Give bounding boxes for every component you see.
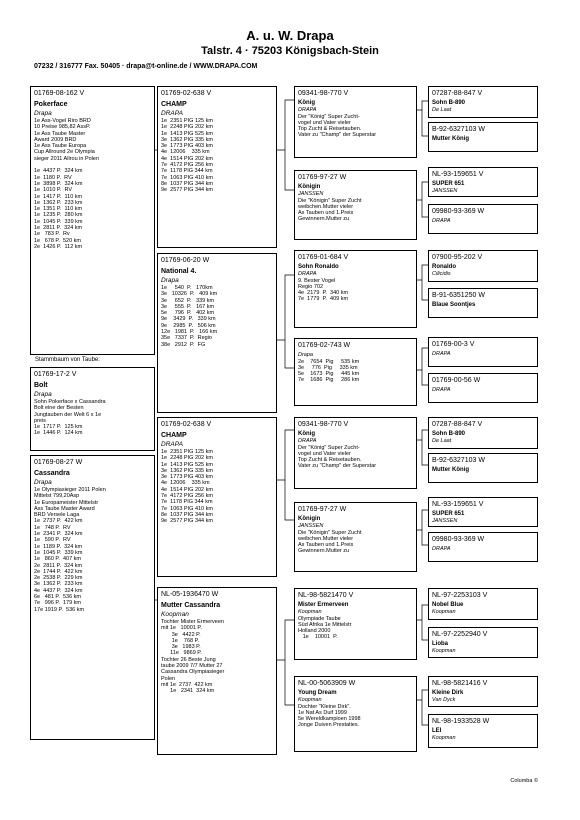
pigeon-name: Blaue Soontjes: [432, 302, 476, 308]
achievement-line: 1e 2811 P. 324 km: [34, 225, 83, 232]
achievements: [298, 359, 413, 384]
ring-number: 07900-95-202 V: [432, 254, 483, 261]
achievement-line: Vater zu "Champ" der Superstar: [298, 132, 377, 139]
owner-name: JANSSEN: [298, 523, 324, 529]
achievement-line: sieger 2011 Allrou in Polen: [34, 155, 100, 162]
pedigree-card-mister-ermerveen: [294, 588, 417, 660]
pedigree-card-champ-sire: [157, 86, 277, 248]
achievement-line: 4e 1514 PIG 202 km: [161, 486, 213, 493]
achievement-line: taube 2009 7/7 Mutter 27: [161, 663, 223, 670]
pigeon-name: LEI: [432, 728, 442, 734]
pigeon-name: CHAMP: [161, 432, 187, 439]
achievement-line: 4e 2179 P. 340 km: [298, 290, 349, 297]
achievement-line: weibchen.Mutter vieler: [298, 203, 354, 210]
achievement-line: 1e 2737 P. 422 km: [34, 518, 83, 525]
ring-number: 01769-06-20 W: [161, 257, 210, 264]
pedigree-card-gen4-11: [428, 497, 538, 527]
pigeon-name: Mutter König: [432, 136, 469, 142]
ring-number: B-92-6327103 W: [432, 457, 485, 464]
achievements: [161, 449, 273, 525]
achievement-line: Award 2009 BRD: [34, 136, 77, 143]
achievement-line: 4e 1514 PIG 202 km: [161, 155, 213, 162]
pigeon-name: Mister Ermerveen: [298, 602, 349, 608]
achievement-line: As Tauben und 1.Preis: [298, 210, 354, 217]
achievement-line: 1e Ass Taube Master: [34, 130, 86, 137]
achievement-line: Die "Königin" Super Zucht: [298, 197, 362, 204]
breeder-address: Talstr. 4 · 75203 Königsbach-Stein: [201, 45, 379, 57]
owner-name: Drapa: [34, 110, 52, 117]
pedigree-card-gen4-14: [428, 627, 538, 658]
pedigree-card-konigin-1: [294, 170, 417, 240]
achievement-line: 6e 481 P. 536 km: [34, 594, 81, 601]
achievement-line: 3e 1773 PIG 403 km: [161, 474, 213, 481]
achievements: [298, 278, 413, 303]
achievement-line: 2e 2538 P. 229 km: [34, 575, 83, 582]
achievement-line: 5e Wereldkampioen 1998: [298, 716, 361, 723]
achievement-line: Sohn Pokerface x Cassandra: [34, 399, 106, 405]
pigeon-name: SUPER 651: [432, 511, 465, 517]
achievement-line: 1e 2341 P. 324 km: [34, 531, 83, 538]
pigeon-name: Bolt: [34, 382, 48, 389]
footer-credit: Columba ©: [510, 778, 538, 784]
owner-name: DRAPA: [432, 218, 451, 224]
ring-number: 07287-88-847 V: [432, 421, 483, 428]
achievement-line: Mittelst 799,20Asp: [34, 493, 80, 500]
pedigree-card-gen4-12: [428, 532, 538, 562]
achievement-line: 1e 1413 PIG 525 km: [161, 461, 213, 468]
achievement-line: 1e 1235 P. 280 km: [34, 212, 83, 219]
achievement-line: Jonge Duiven Prestaties.: [298, 722, 360, 729]
pedigree-card-young-dream: [294, 676, 417, 752]
pedigree-card-gen4-2: [428, 122, 538, 152]
ring-number: 07287-88-847 V: [432, 90, 483, 97]
pedigree-card-sohn-ronaldo: [294, 250, 417, 328]
pigeon-name: Sohn B-890: [432, 100, 466, 106]
pedigree-card-konigin-2: [294, 502, 417, 572]
achievement-line: Holland 2000: [298, 628, 331, 635]
achievement-line: mit 1e 2737 422 km: [161, 681, 213, 688]
pedigree-card-pokerface: [30, 86, 155, 355]
pigeon-name: König: [298, 431, 315, 437]
achievements: [298, 114, 413, 139]
achievements: [298, 616, 413, 641]
achievement-line: 7e 996 P. 179 km: [34, 600, 81, 607]
achievement-line: 1e 2248 PIG 202 km: [161, 455, 213, 462]
pigeon-name: Kleine Dirk: [432, 690, 464, 696]
pedigree-card-gen4-13: [428, 588, 538, 620]
achievement-line: Süd Afrika 1e Mittelstr: [298, 621, 352, 628]
ring-number: 01769-97-27 W: [298, 506, 347, 513]
ring-number: 09341-98-770 V: [298, 90, 349, 97]
ring-number: 01769-08-162 V: [34, 90, 85, 97]
achievement-line: 1e 2351 PIG 125 km: [161, 118, 213, 124]
owner-name: DRAPA: [161, 110, 183, 117]
owner-name: DRAPA: [298, 271, 317, 277]
pedigree-card-01769-02-743: [294, 338, 417, 406]
ring-number: 09341-98-770 V: [298, 421, 349, 428]
pedigree-card-gen4-9: [428, 417, 538, 449]
achievement-line: 1e 3898 P. 324 km: [34, 180, 83, 187]
owner-name: Koopman: [298, 609, 322, 615]
achievement-line: 4e 12006 335 km: [161, 480, 210, 487]
achievement-line: 9e 2577 PIG 344 km: [161, 518, 213, 525]
pigeon-name: König: [298, 100, 315, 106]
pigeon-name: Cassandra: [34, 470, 70, 477]
achievement-line: 3e 1362 P. 233 km: [34, 581, 83, 588]
pigeon-name: Lioba: [432, 641, 448, 647]
achievement-line: Dochter "Kleine Dirk".: [298, 703, 351, 710]
achievement-line: 3e 652 P. 339 km: [161, 297, 215, 304]
achievement-line: 3e 555 P. 167 km: [161, 303, 215, 310]
achievement-line: 5e 1673 Pig 445 km: [298, 371, 360, 378]
ring-number: 09980-93-369 W: [432, 208, 485, 215]
pedigree-card-konig-2: [294, 417, 417, 489]
owner-name: Koopman: [432, 648, 456, 654]
ring-number: 01769-00-3 V: [432, 341, 475, 348]
achievement-line: 1e 748 P. RV: [34, 524, 71, 531]
pigeon-name: Sohn Ronaldo: [298, 264, 339, 270]
owner-name: Koopman: [432, 609, 456, 615]
achievement-line: 1e 2341 324 km: [161, 688, 215, 695]
achievement-line: 11e 9869 P.: [161, 650, 202, 657]
achievement-line: 8e 1037 PIG 344 km: [161, 511, 213, 518]
owner-name: DRAPA: [298, 107, 317, 113]
achievement-line: 8e 1037 PIG 344 km: [161, 180, 213, 187]
achievement-line: 1e Ass Taube Europa: [34, 143, 87, 150]
achievement-line: 9. Bester Vogel: [298, 277, 336, 284]
pedigree-card-gen4-7: [428, 337, 538, 367]
achievement-line: 10 Preise 985,82 AssP.: [34, 124, 91, 131]
owner-name: JANSSEN: [298, 191, 324, 197]
ring-number: 01769-02-743 W: [298, 342, 351, 349]
ring-number: B-91-6351250 W: [432, 292, 485, 299]
pedigree-card-champ-dam-side: [157, 417, 277, 577]
achievement-line: 2e 1744 P. 422 km: [34, 568, 83, 575]
achievement-line: Cassandra Olympiasieger: [161, 669, 225, 676]
owner-name: JANSSEN: [432, 518, 458, 524]
achievement-line: 7e 1686 Pig 286 km: [298, 377, 360, 384]
achievement-line: vogel und Vater vieler: [298, 119, 351, 126]
achievement-line: 1e 768 P.: [161, 637, 200, 644]
owner-name: Koopman: [298, 697, 322, 703]
ring-number: NL-05-1936470 W: [161, 591, 219, 598]
ring-number: NL-97-2253103 V: [432, 592, 488, 599]
achievements: [298, 530, 413, 555]
achievement-line: 2e 2811 P. 324 km: [34, 562, 83, 569]
achievements: [161, 118, 273, 194]
achievement-line: 3e 1983 P.: [161, 644, 201, 651]
pedigree-card-gen4-5: [428, 250, 538, 282]
achievement-line: Tochter 26 Beste Jung: [161, 656, 216, 663]
owner-name: Koopman: [161, 611, 189, 618]
achievements: [161, 285, 273, 348]
achievement-line: 1e Nat As Duif 1999: [298, 709, 347, 716]
achievement-line: Tochter Mister Ermerveen: [161, 619, 224, 625]
achievement-line: BRD Versele Laga: [34, 512, 80, 519]
achievement-line: Der "König" Super Zucht-: [298, 113, 360, 120]
achievement-line: 35e 7337 P. Regio: [161, 335, 212, 342]
ring-number: NL-93-159651 V: [432, 501, 484, 508]
ring-number: B-92-6327103 W: [432, 126, 485, 133]
ring-number: 01769-97-27 W: [298, 174, 347, 181]
ring-number: NL-93-159651 V: [432, 171, 484, 178]
pigeon-name: Königin: [298, 184, 321, 190]
achievement-line: Ass Taube Master Award: [34, 505, 95, 512]
achievements: [34, 399, 151, 437]
achievement-line: 1e 860 P. 407 km: [34, 556, 81, 563]
ring-number: NL-98-5821416 V: [432, 680, 488, 687]
ring-number: 01769-02-638 V: [161, 421, 212, 428]
achievement-line: 9e 3429 P. 339 km: [161, 316, 216, 323]
pedigree-card-gen4-8: [428, 373, 538, 403]
achievements: [161, 619, 273, 695]
achievement-line: 4e 12006 335 km: [161, 149, 210, 156]
owner-name: Van Dyck: [432, 697, 456, 703]
achievement-line: 7e 1063 PIG 410 km: [161, 505, 213, 512]
ring-number: NL-97-2252940 V: [432, 631, 488, 638]
ring-number: NL-00-5063909 W: [298, 680, 356, 687]
ring-number: NL-98-5821470 V: [298, 592, 354, 599]
achievements: [298, 445, 413, 470]
achievement-line: 7e 1178 PIG 344 km: [161, 168, 213, 175]
achievement-line: 5e 796 P. 402 km: [161, 310, 215, 317]
pigeon-name: National 4.: [161, 268, 197, 275]
owner-name: De Laat: [432, 438, 452, 444]
achievement-line: 1e 590 P. RV: [34, 537, 71, 544]
pigeon-name: Sohn B-890: [432, 431, 466, 437]
achievement-line: 7e 4172 PIG 256 km: [161, 162, 213, 169]
achievement-line: 1e Ass-Vogel Riro BRD: [34, 118, 91, 124]
achievement-line: Gewinnern.Mutter zu: [298, 216, 350, 223]
achievement-line: 12e 1981 P. 166 km: [161, 329, 218, 336]
pigeon-name: Ronaldo: [432, 264, 456, 270]
ring-number: 01769-08-27 W: [34, 459, 83, 466]
achievement-line: 1e 2248 PIG 202 km: [161, 124, 213, 131]
achievement-line: 1e 1362 P. 233 km: [34, 199, 83, 206]
achievement-line: 3e 776 Pig 335 km: [298, 364, 358, 371]
owner-name: De Laat: [432, 107, 452, 113]
achievement-line: mit 1e 10001 P.: [161, 625, 202, 632]
pedigree-card-gen4-4: [428, 204, 538, 234]
stammbaum-label: Stammbaum von Taube:: [35, 357, 100, 363]
owner-name: Drapa: [161, 277, 179, 284]
achievement-line: 9e 2985 P. 506 km: [161, 322, 216, 329]
achievements: [298, 704, 413, 729]
pigeon-name: Young Dream: [298, 690, 337, 696]
achievement-line: preis: [34, 417, 46, 424]
achievement-line: 1e Europameister Mittelstr: [34, 499, 99, 506]
achievement-line: 1e 540 P. 170km: [161, 285, 213, 291]
owner-name: Drapa: [298, 352, 313, 358]
breeder-contact: 07232 / 316777 Fax. 50405 · drapa@t-online.de / WWW.DRAPA.COM: [34, 63, 258, 70]
achievement-line: Der "König" Super Zucht-: [298, 444, 360, 451]
ring-number: 01769-00-56 W: [432, 377, 481, 384]
achievement-line: 1e 10001 P.: [298, 634, 338, 641]
achievement-line: 1e Olympiasieger 2011 Polen: [34, 487, 106, 493]
achievement-line: 3e 1773 PIG 403 km: [161, 143, 213, 150]
achievement-line: As Tauben und 1.Preis: [298, 542, 354, 549]
achievement-line: 7e 1779 P. 409 km: [298, 296, 349, 303]
achievement-line: 7e 1178 PIG 344 km: [161, 499, 213, 506]
pedigree-card-gen4-6: [428, 288, 538, 318]
pedigree-card-national: [157, 253, 277, 413]
pedigree-card-gen4-15: [428, 676, 538, 707]
achievement-line: 1e 2351 PIG 125 km: [161, 449, 213, 455]
pigeon-name: CHAMP: [161, 101, 187, 108]
achievement-line: 1e 678 P. 520 km: [34, 237, 81, 244]
owner-name: Drapa: [34, 479, 52, 486]
achievement-line: 1e 1180 P. RV: [34, 174, 72, 181]
achievement-line: Polen: [161, 675, 176, 682]
achievement-line: 3e 1362 PIG 335 km: [161, 136, 213, 143]
breeder-name: A. u. W. Drapa: [246, 28, 334, 43]
achievement-line: 17e 1919 P. 536 km: [34, 606, 85, 613]
achievement-line: weibchen.Mutter vieler: [298, 535, 354, 542]
achievement-line: 9e 2577 PIG 344 km: [161, 187, 213, 194]
pigeon-name: Pokerface: [34, 101, 68, 108]
ring-number: NL-98-1933528 W: [432, 718, 490, 725]
achievement-line: 3e 4422 P.: [161, 631, 201, 638]
pigeon-name: Nobel Blue: [432, 602, 464, 608]
pedigree-card-gen4-10: [428, 453, 538, 483]
owner-name: Koopman: [432, 735, 456, 741]
achievement-line: 3e 10326 P. 409 km: [161, 291, 218, 298]
owner-name: DRAPA: [161, 441, 183, 448]
achievement-line: 1e 783 P. Rv: [34, 231, 70, 238]
achievement-line: 7e 1063 PIG 410 km: [161, 174, 213, 181]
owner-name: JANSSEN: [432, 188, 458, 194]
achievement-line: 1e 4437 P. 324 km: [34, 168, 83, 175]
achievement-line: vogel und Vater vieler: [298, 450, 351, 457]
achievement-line: Die "Königin" Super Zucht: [298, 529, 362, 536]
achievement-line: Bolt eine der Besten: [34, 405, 84, 412]
achievement-line: Top Zucht & Reisetauben.: [298, 126, 362, 133]
achievement-line: Regio 702: [298, 283, 324, 290]
achievement-line: 1e 1045 P. 339 km: [34, 218, 83, 225]
ring-number: 01769-17-2 V: [34, 371, 77, 378]
pedigree-card-mutter-cassandra: [157, 587, 277, 755]
owner-name: Drapa: [34, 391, 52, 398]
ring-number: 01769-02-638 V: [161, 90, 212, 97]
achievement-line: 1e 1446 P. 124 km: [34, 430, 83, 437]
achievement-line: Olympiade Taube: [298, 615, 341, 622]
pedigree-card-gen4-16: [428, 714, 538, 748]
achievement-line: Vater zu "Champ" der Superstar: [298, 463, 377, 470]
achievement-line: 1e 1351 P. 110 km: [34, 206, 83, 213]
pedigree-card-konig-1: [294, 86, 417, 158]
pedigree-card-gen4-3: [428, 167, 538, 197]
achievement-line: Cup Allround 2e Olympia: [34, 149, 95, 156]
ring-number: 01769-01-684 V: [298, 254, 349, 261]
achievement-line: 3e 1362 PIG 335 km: [161, 467, 213, 474]
pedigree-card-gen4-1: [428, 86, 538, 118]
achievement-line: 1e 1417 P. 110 km: [34, 193, 83, 200]
pigeon-name: Königin: [298, 516, 321, 522]
achievement-line: Gewinnern.Mutter zu: [298, 548, 350, 555]
achievement-line: 1e 1045 P. 339 km: [34, 549, 83, 556]
ring-number: 09980-93-369 W: [432, 536, 485, 543]
achievements: [298, 198, 413, 223]
owner-name: DRAPA: [432, 387, 451, 393]
achievement-line: 4e 4437 P. 324 km: [34, 587, 83, 594]
achievement-line: 38e 2912 P. FG: [161, 341, 206, 348]
achievement-line: 7e 4172 PIG 256 km: [161, 493, 213, 500]
owner-name: DRAPA: [298, 438, 317, 444]
achievement-line: 1e 1189 P. 324 km: [34, 543, 83, 550]
achievement-line: Jungtauben der Welt 6 x 1e: [34, 411, 102, 418]
pigeon-name: Mutter König: [432, 467, 469, 473]
achievement-line: 1e 1413 PIG 525 km: [161, 130, 213, 137]
achievement-line: 2e 1426 P. 112 km: [34, 243, 83, 250]
pigeon-name: SUPER 651: [432, 181, 465, 187]
pedigree-card-cassandra: [30, 455, 155, 740]
achievement-line: Top Zucht & Reisetauben.: [298, 457, 362, 464]
achievements: [34, 487, 151, 613]
pigeon-name: Mutter Cassandra: [161, 602, 221, 609]
achievement-line: 1e 1010 P. RV: [34, 187, 73, 194]
owner-name: Cilicidis: [432, 271, 451, 277]
achievement-line: 1e 1717 P. 125 km: [34, 424, 83, 431]
pedigree-card-bolt: [30, 367, 155, 451]
owner-name: DRAPA: [432, 546, 451, 552]
achievements: [34, 118, 151, 250]
owner-name: DRAPA: [432, 351, 451, 357]
achievement-line: 2e 7654 Pig 535 km: [298, 358, 360, 365]
